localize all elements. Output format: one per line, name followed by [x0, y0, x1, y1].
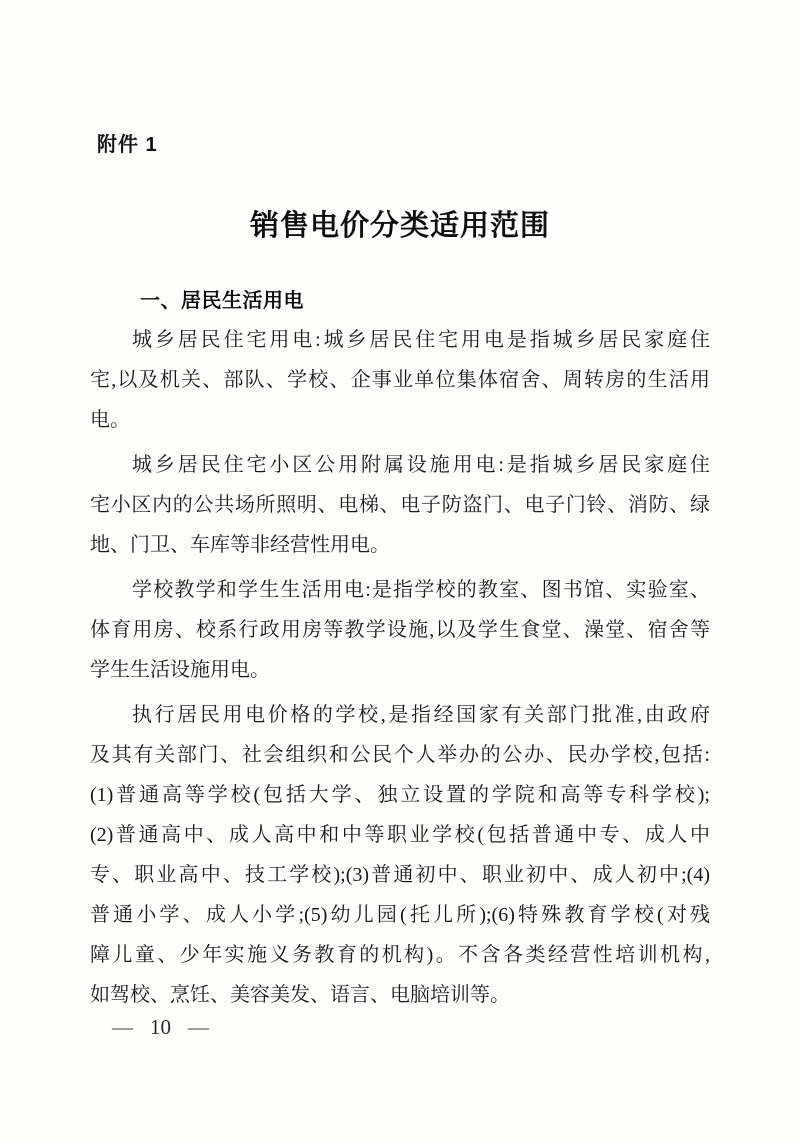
body-line: 体育用房、校系行政用房等教学设施,以及学生食堂、澡堂、宿舍等 — [90, 619, 710, 641]
attachment-label: 附件 1 — [97, 134, 158, 156]
body-line: 城乡居民住宅小区公用附属设施用电:是指城乡居民家庭住 — [132, 454, 710, 476]
body-line: 障儿童、少年实施义务教育的机构)。不含各类经营性培训机构, — [90, 944, 710, 966]
body-line: 宅小区内的公共场所照明、电梯、电子防盗门、电子门铃、消防、绿 — [90, 494, 710, 516]
body-line: 宅,以及机关、部队、学校、企事业单位集体宿舍、周转房的生活用 — [90, 369, 710, 391]
body-line: 普通小学、成人小学;(5)幼儿园(托儿所);(6)特殊教育学校(对残 — [90, 904, 710, 926]
paragraph — [90, 695, 710, 1015]
paragraph — [90, 320, 710, 440]
body-line: 执行居民用电价格的学校,是指经国家有关部门批准,由政府 — [132, 704, 710, 726]
page-footer — [112, 1015, 209, 1040]
body-line: 如驾校、烹饪、美容美发、语言、电脑培训等。 — [90, 984, 510, 1006]
body-line: 学校教学和学生生活用电:是指学校的教室、图书馆、实验室、 — [132, 579, 710, 601]
footer-right-dash: — — [188, 1015, 209, 1039]
body-line: 专、职业高中、技工学校);(3)普通初中、职业初中、成人初中;(4) — [90, 864, 710, 886]
footer-left-dash: — — [112, 1015, 133, 1039]
section-heading: 一、居民生活用电 — [140, 290, 304, 312]
document-title: 销售电价分类适用范围 — [249, 210, 550, 242]
paragraph — [90, 570, 710, 690]
body-line: 学生生活设施用电。 — [90, 659, 270, 681]
page-number: 10 — [150, 1015, 171, 1039]
body-line: 地、门卫、车库等非经营性用电。 — [90, 534, 390, 556]
paragraph — [90, 445, 710, 565]
body-line: 及其有关部门、社会组织和公民个人举办的公办、民办学校,包括: — [90, 744, 710, 766]
body-line: (1)普通高等学校(包括大学、独立设置的学院和高等专科学校); — [90, 784, 710, 806]
document-body — [90, 320, 710, 1020]
body-line: 城乡居民住宅用电:城乡居民住宅用电是指城乡居民家庭住 — [132, 329, 710, 351]
body-line: 电。 — [90, 409, 130, 431]
body-line: (2)普通高中、成人高中和中等职业学校(包括普通中专、成人中 — [90, 824, 710, 846]
